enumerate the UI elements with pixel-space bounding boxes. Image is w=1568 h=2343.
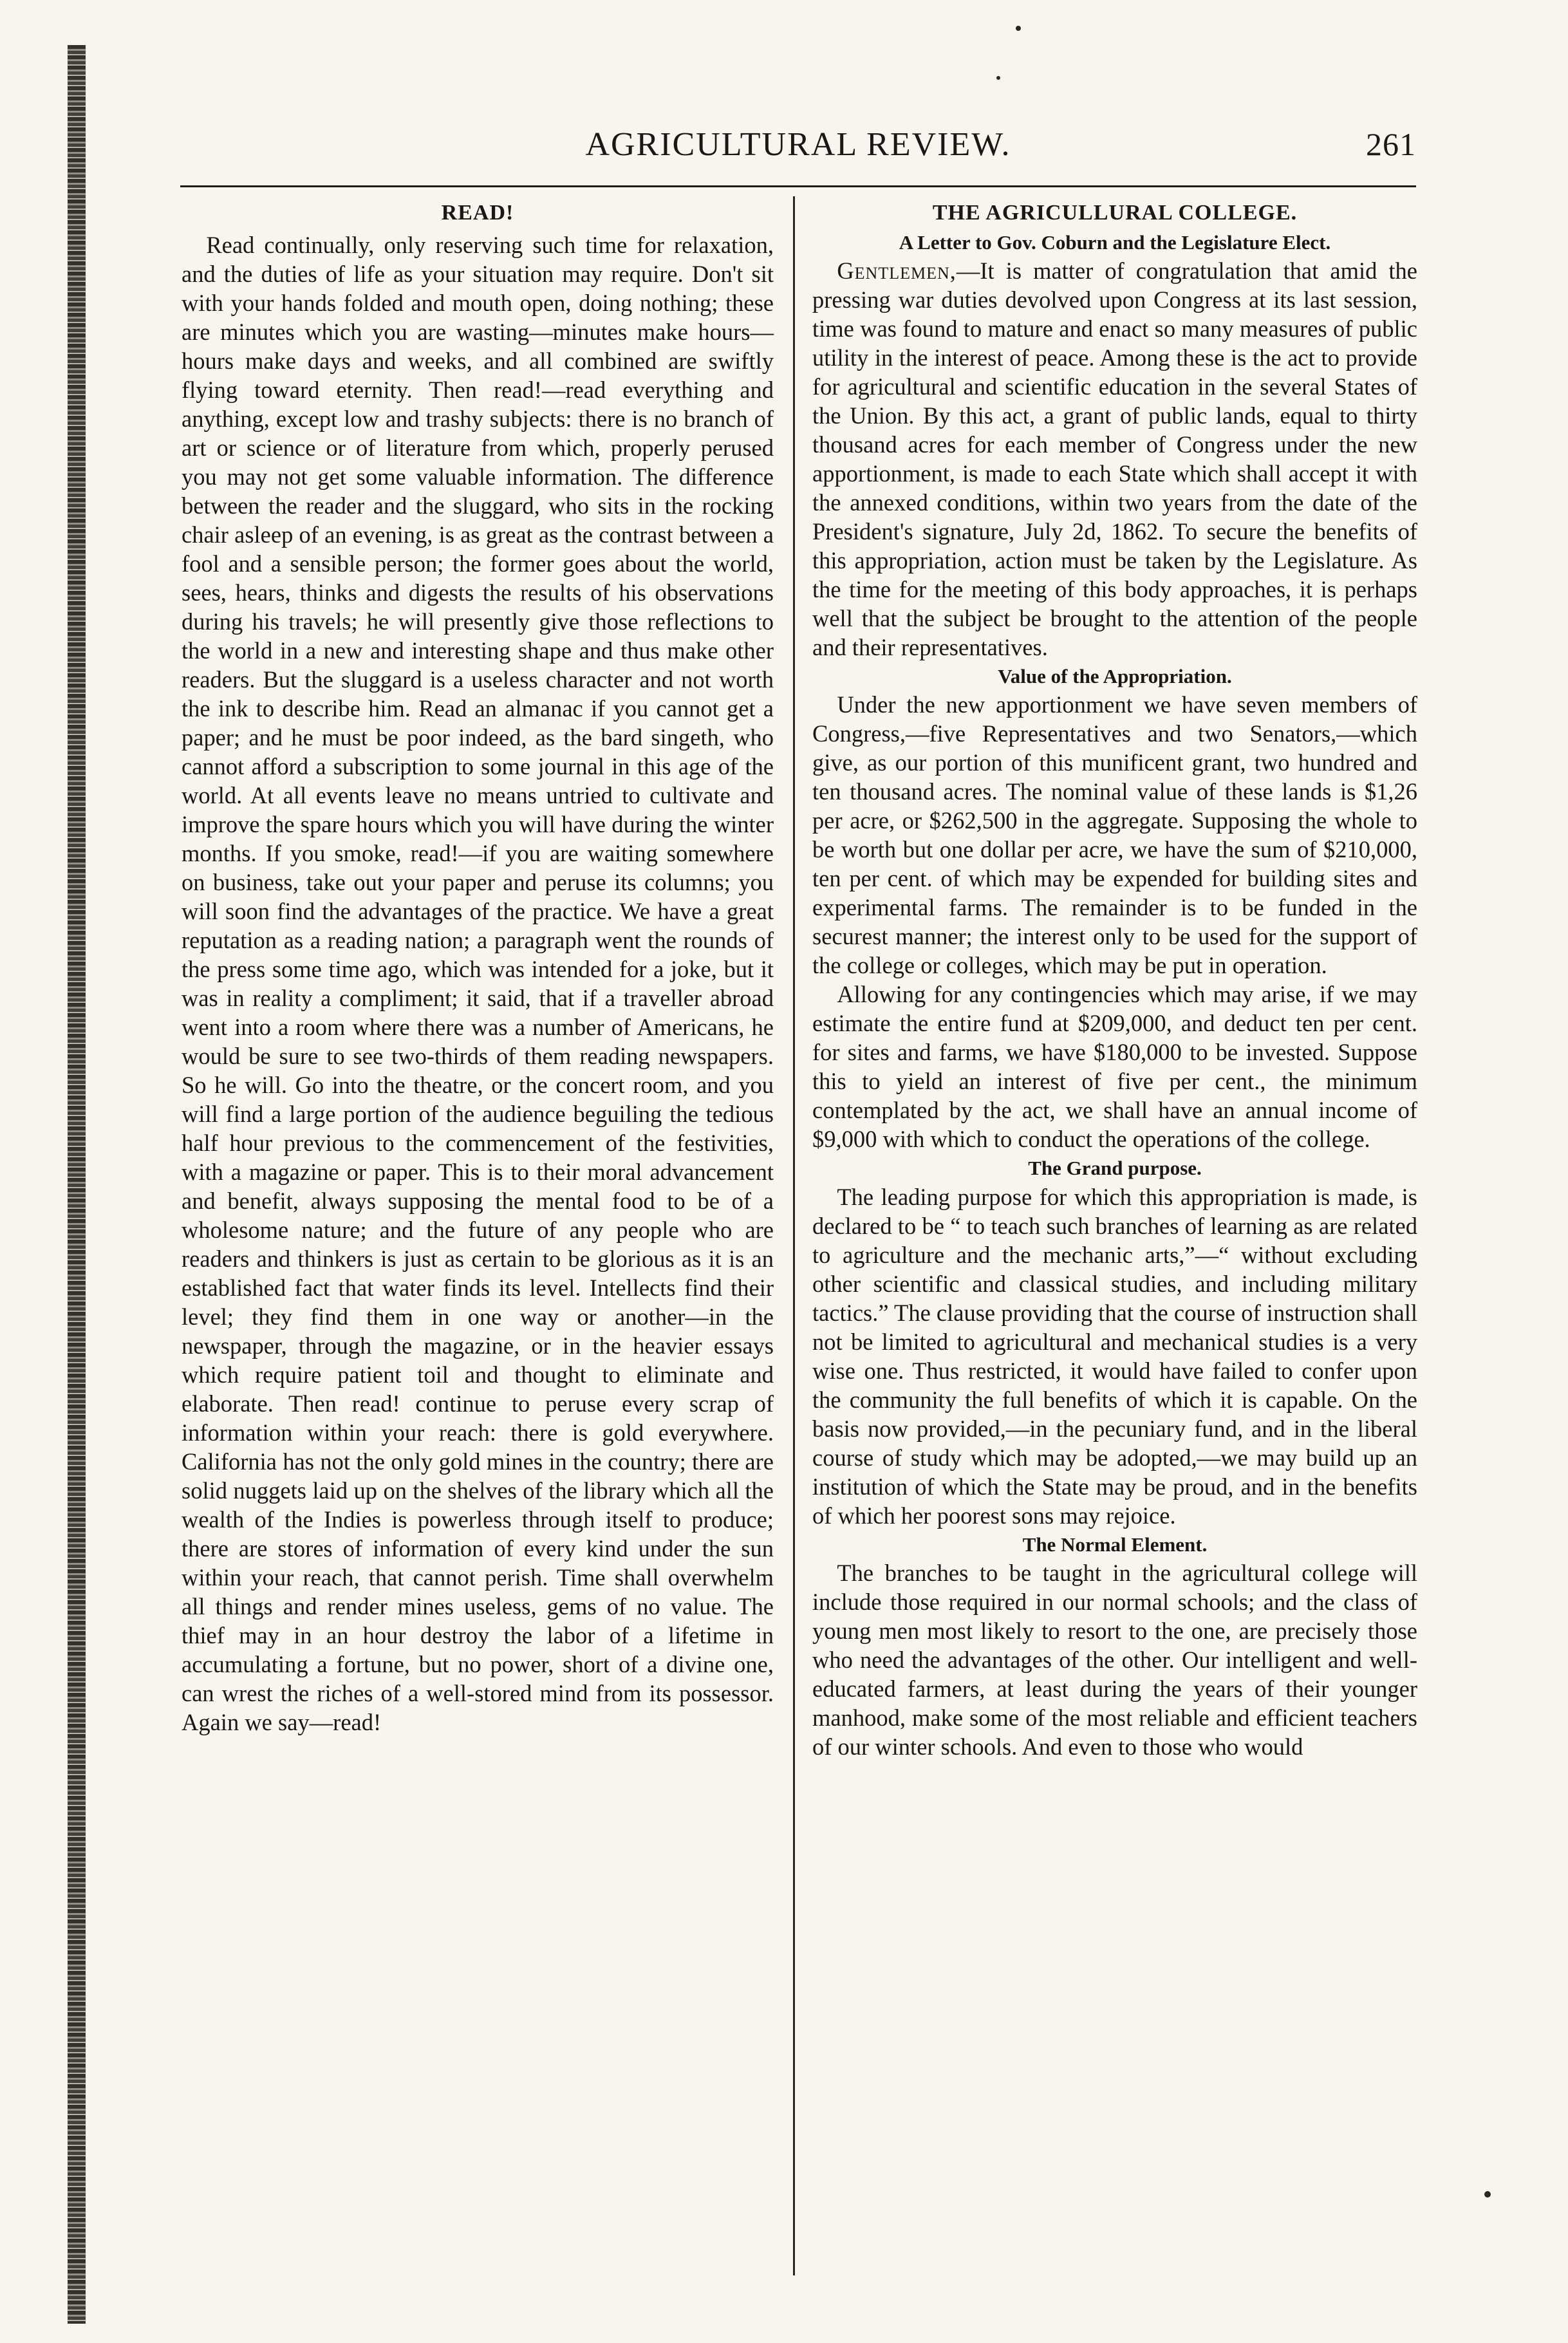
section-subhead: The Normal Element. [1022,1533,1208,1556]
section-paragraph: Under the new apportionment we have seven members of Congress,—five Representatives and two Senators,—which give, as our portion of this munificent grant, two hundred and ten thousand acres. The nominal value of these lands is $1,26 per acre, or $262,500 in the aggregate. Supposing the whole to be worth but one dollar per acre, we have the sum of $210,000, ten per cent. of which may be expended for building sites and experimental farms. The remainder is to be funded in the securest manner; the interest only to be used for the support of the college or colleges, which may be put in operation. [812,691,1417,979]
header-rule [180,185,1416,187]
speck-mark [1484,2191,1491,2198]
left-column [182,200,774,1737]
right-column [812,200,1417,1761]
column-divider [793,196,795,2275]
article-intro-paragraph [812,256,1417,662]
section-subhead: The Grand purpose. [1028,1157,1202,1180]
article-subtitle: A Letter to Gov. Coburn and the Legislature Elect. [899,230,1331,254]
page-header [180,126,1416,183]
section-paragraph: Allowing for any contingencies which may arise, if we may estimate the entire fund at $209,000, and deduct ten per cent. for sites and farms, we have $180,000 to be invested. Suppose this to yield an interest of five per cent., the minimum contemplated by the act, we shall have an annual income of $9,000 with which to conduct the operations of the college. [812,981,1417,1153]
salutation: Gentlemen, [837,257,957,285]
section-subhead: Value of the Appropriation. [998,665,1232,688]
section-paragraph: The branches to be taught in the agricultural college will include those required in our normal schools; and the class of young men most likely to resort to the one, are precisely those who need the advantages of the other. Our intelligent and well-educated farmers, at least during the years of their younger manhood, make some of the most reliable and efficient teachers of our winter schools. And even to those who would [812,1559,1417,1760]
running-title: AGRICULTURAL REVIEW. [585,126,1011,163]
section-paragraph: The leading purpose for which this appropriation is made, is declared to be “ to teach such branches of learning as are related to agriculture and the mechanic arts,”—“ without excluding other scientific and classical studies, and including military tactics.” The clause providing that the course of instruction shall not be limited to agricultural and mechanical studies is a very wise one. Thus restricted, it would have failed to confer upon the community the full benefits of which it is capable. On the basis now provided,—in the pecuniary fund, and in the liberal course of study which may be adopted,—we may build up an institution of which the State may be proud, and in the benefits of which her poorest sons may rejoice. [812,1183,1417,1529]
speck-mark [1016,26,1021,31]
page-number: 261 [1366,126,1416,162]
speck-mark [996,76,1000,80]
intro-text: —It is matter of congratulation that amid the pressing war duties devolved upon Congress at its last session, time was found to mature and enact so many measures of public utility in the interest of peace. Among these is the act to provide for agricultural and scientific education in the several States of the Union. By this act, a grant of public lands, equal to thirty thousand acres for each member of Congress under the new apportionment, is made to each State which shall accept it with the annexed conditions, within two years from the date of the President's signature, July 2d, 1862. To secure the benefits of this appropriation, action must be taken by the Legislature. As the time for the meeting of this body approaches, it is perhaps well that the subject be brought to the attention of the people and their representatives. [812,257,1417,661]
article-heading-college: THE AGRICULLURAL COLLEGE. [932,201,1298,225]
article-heading-read: READ! [441,201,514,225]
book-binding-edge [68,45,86,2324]
article-body-paragraph: Read continually, only reserving such time for relaxation, and the duties of life as your situation may require. Don't sit with your hands folded and mouth open, doing nothing; these are minutes which you are wasting—minutes make hours—hours make days and weeks, and all combined are swiftly flying toward eternity. Then read!—read everything and anything, except low and trashy subjects: there is no branch of art or science or of literature from which, properly perused you may not get some valuable information. The difference between the reader and the sluggard, who sits in the rocking chair asleep of an evening, is as great as the contrast between a fool and a sensible person; the former goes about the world, sees, hears, thinks and digests the results of his observations during his travels; he will presently give those reflections to the world in a new and interesting shape and thus make other readers. But the sluggard is a useless character and not worth the ink to describe him. Read an almanac if you cannot get a paper; and he must be poor indeed, as the bard singeth, who cannot afford a subscription to some journal in this age of the world. At all events leave no means untried to cultivate and improve the spare hours which you will have during the winter months. If you smoke, read!—if you are waiting somewhere on business, take out your paper and peruse its columns; you will soon find the advantages of the practice. We have a great reputation as a reading nation; a paragraph went the rounds of the press some time ago, which was intended for a joke, but it was in reality a compliment; it said, that if a traveller abroad went into a room where there was a number of Americans, he would be sure to see two-thirds of them reading newspapers. So he will. Go into the theatre, or the concert room, and you will find a large portion of the audience beguiling the tedious half hour previous to the commencement of the festivities, with a magazine or paper. This is to their moral advancement and benefit, always supposing the mental food to be of a wholesome nature; and the future of any people who are readers and thinkers is just as certain to be glorious as it is an established fact that water finds its level. Intellects find their level; they find them in one way or another—in the newspaper, through the magazine, or in the heavier essays which require patient toil and thought to eliminate and elaborate. Then read! continue to peruse every scrap of information within your reach: there is gold everywhere. California has not the only gold mines in the country; there are solid nuggets laid up on the shelves of the library which all the wealth of the Indies is powerless through itself to produce; there are stores of information of every kind under the sun within your reach, that cannot perish. Time shall overwhelm all things and render mines useless, gems of no value. The thief may in an hour destroy the labor of a lifetime in accumulating a fortune, but no power, short of a divine one, can wrest the riches of a well-stored mind from its possessor. Again we say—read! [182,231,774,1735]
